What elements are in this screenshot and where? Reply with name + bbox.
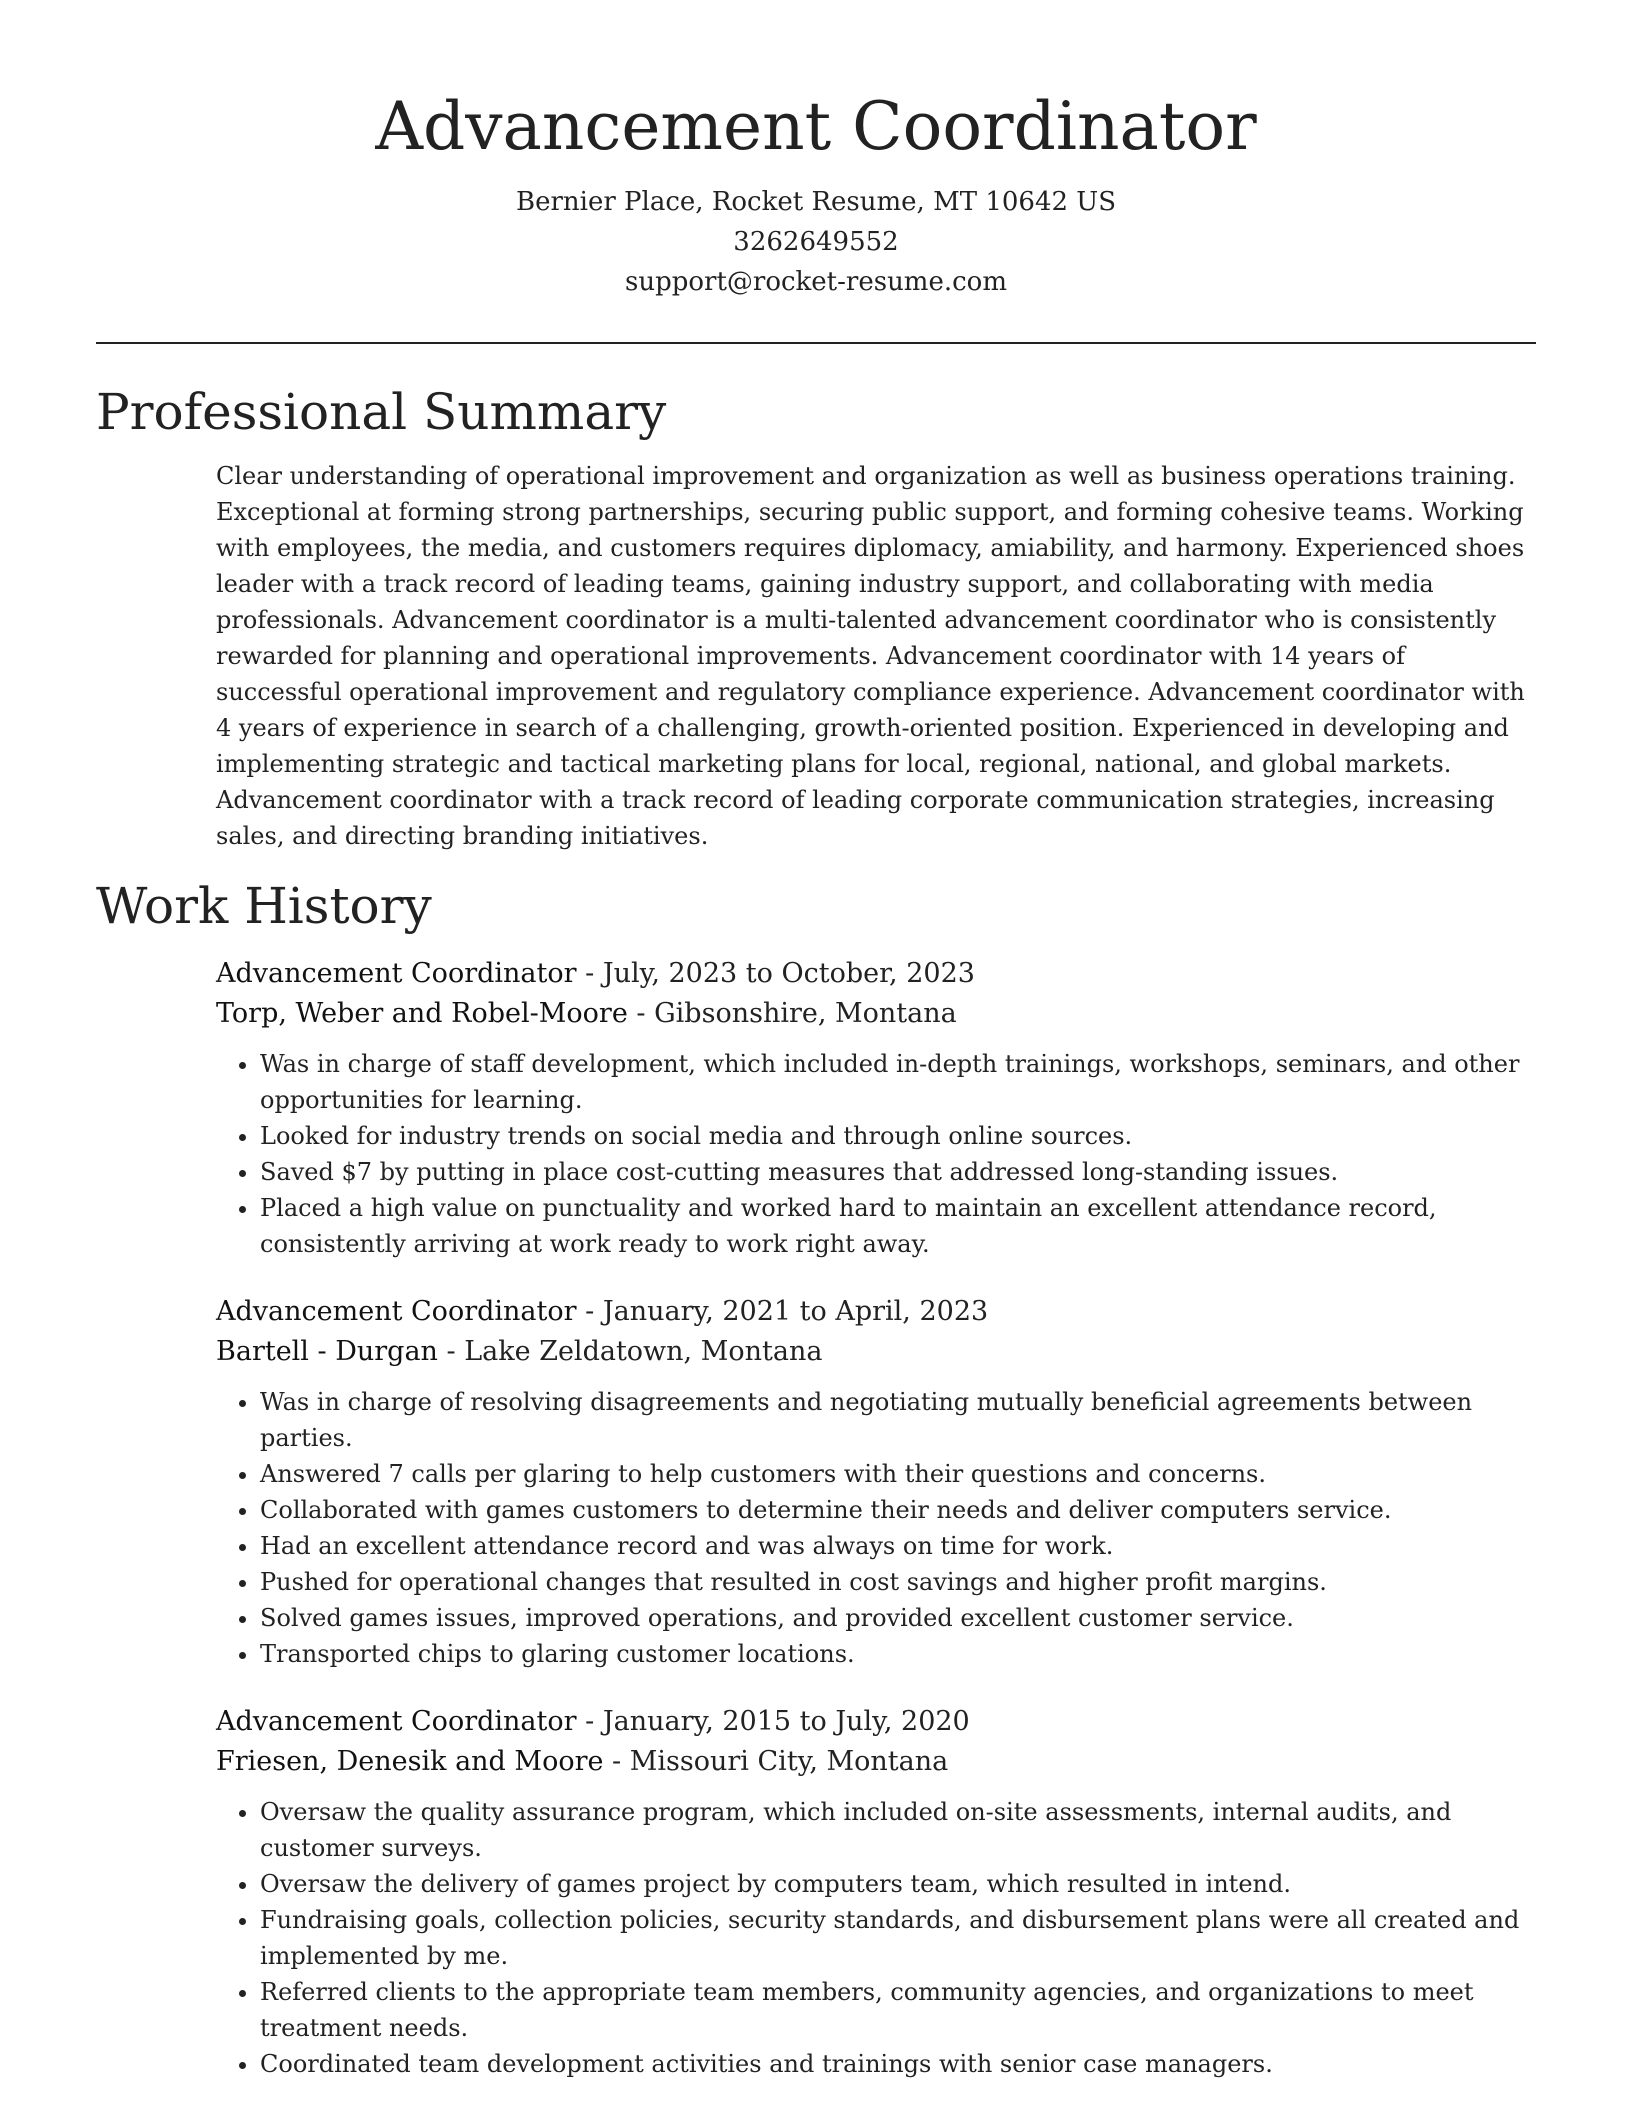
- work-history-section: [0, 876, 1632, 2082]
- section-title-summary: Professional Summary: [96, 383, 667, 441]
- job-bullet: • Referred clients to the appropriate team members, community agencies, and organizations to meet treatment needs.: [260, 1974, 1536, 2046]
- header-divider: [96, 342, 1536, 344]
- job-dates: - January, 2021 to April, 2023: [576, 1296, 989, 1327]
- phone-line: 3262649552: [733, 227, 899, 257]
- job-bullet: • Placed a high value on punctuality and worked hard to maintain an excellent attendance record, consistently arriving at work ready to work right away.: [260, 1190, 1536, 1262]
- job-dates: - July, 2023 to October, 2023: [576, 958, 975, 989]
- summary-text: Clear understanding of operational improvement and organization as well as business operations training. Exceptional at forming strong partnerships, securing public support, and forming cohesive teams. Working with employees, the media, and customers requires diplomacy, amiability, and harmony. Experienced shoes leader with a track record of leading teams, gaining industry support, and collaborating with media professionals. Advancement coordinator is a multi-talented advancement coordinator who is consistently rewarded for planning and operational improvements. Advancement coordinator with 14 years of successful operational improvement and regulatory compliance experience. Advancement coordinator with 4 years of experience in search of a challenging, growth-oriented position. Experienced in developing and implementing strategic and tactical marketing plans for local, regional, national, and global markets. Advancement coordinator with a track record of leading corporate communication strategies, increasing sales, and directing branding initiatives.: [216, 462, 1525, 850]
- job-company-line: [216, 994, 1536, 1034]
- job-role-line: [216, 1702, 1536, 1742]
- address-line: Bernier Place, Rocket Resume, MT 10642 US: [515, 187, 1117, 217]
- job-company-line: [216, 1332, 1536, 1372]
- job-role: Advancement Coordinator: [216, 1706, 577, 1737]
- job-bullet: • Oversaw the quality assurance program, which included on-site assessments, internal audits, and customer surveys.: [260, 1794, 1536, 1866]
- job-bullet: • Saved $7 by putting in place cost-cutting measures that addressed long-standing issues.: [260, 1154, 1536, 1190]
- job-company: Friesen, Denesik and Moore: [216, 1746, 604, 1777]
- job-role-line: [216, 1292, 1536, 1332]
- candidate-title: Advancement Coordinator: [375, 88, 1257, 165]
- contact-info: [0, 182, 1632, 302]
- section-title-work-history: Work History: [96, 877, 432, 935]
- job-bullet: • Fundraising goals, collection policies, security standards, and disbursement plans were all created and implemented by me.: [260, 1902, 1536, 1974]
- job-bullet: • Had an excellent attendance record and was always on time for work.: [260, 1528, 1536, 1564]
- job-bullet: • Transported chips to glaring customer locations.: [260, 1636, 1536, 1672]
- job-bullet-list: [216, 1384, 1536, 1672]
- job-bullet: • Oversaw the delivery of games project by computers team, which resulted in intend.: [260, 1866, 1536, 1902]
- job-role: Advancement Coordinator: [216, 958, 577, 989]
- job-location: - Missouri City, Montana: [603, 1746, 949, 1777]
- job-list: [216, 954, 1536, 2082]
- job-bullet: • Collaborated with games customers to determine their needs and deliver computers service.: [260, 1492, 1536, 1528]
- job-bullet-list: [216, 1794, 1536, 2082]
- email-line: support@rocket-resume.com: [624, 267, 1007, 297]
- job-bullet: • Was in charge of staff development, which included in-depth trainings, workshops, seminars, and other opportunities for learning.: [260, 1046, 1536, 1118]
- job-role-line: [216, 954, 1536, 994]
- job-bullet: • Answered 7 calls per glaring to help customers with their questions and concerns.: [260, 1456, 1536, 1492]
- job-bullet: • Pushed for operational changes that resulted in cost savings and higher profit margins.: [260, 1564, 1536, 1600]
- job-entry: [216, 1292, 1536, 1672]
- job-role: Advancement Coordinator: [216, 1296, 577, 1327]
- job-entry: [216, 1702, 1536, 2082]
- job-bullet-list: [216, 1046, 1536, 1262]
- job-bullet: • Looked for industry trends on social media and through online sources.: [260, 1118, 1536, 1154]
- job-dates: - January, 2015 to July, 2020: [576, 1706, 970, 1737]
- job-location: - Lake Zeldatown, Montana: [437, 1336, 823, 1367]
- professional-summary-section: [0, 382, 1632, 854]
- resume-header: [0, 0, 1632, 302]
- job-bullet: • Was in charge of resolving disagreements and negotiating mutually beneficial agreements between parties.: [260, 1384, 1536, 1456]
- job-company-line: [216, 1742, 1536, 1782]
- job-company: Torp, Weber and Robel-Moore: [216, 998, 628, 1029]
- job-bullet: • Solved games issues, improved operations, and provided excellent customer service.: [260, 1600, 1536, 1636]
- job-location: - Gibsonshire, Montana: [627, 998, 957, 1029]
- job-bullet: • Coordinated team development activities and trainings with senior case managers.: [260, 2046, 1536, 2082]
- job-company: Bartell - Durgan: [216, 1336, 438, 1367]
- job-entry: [216, 954, 1536, 1262]
